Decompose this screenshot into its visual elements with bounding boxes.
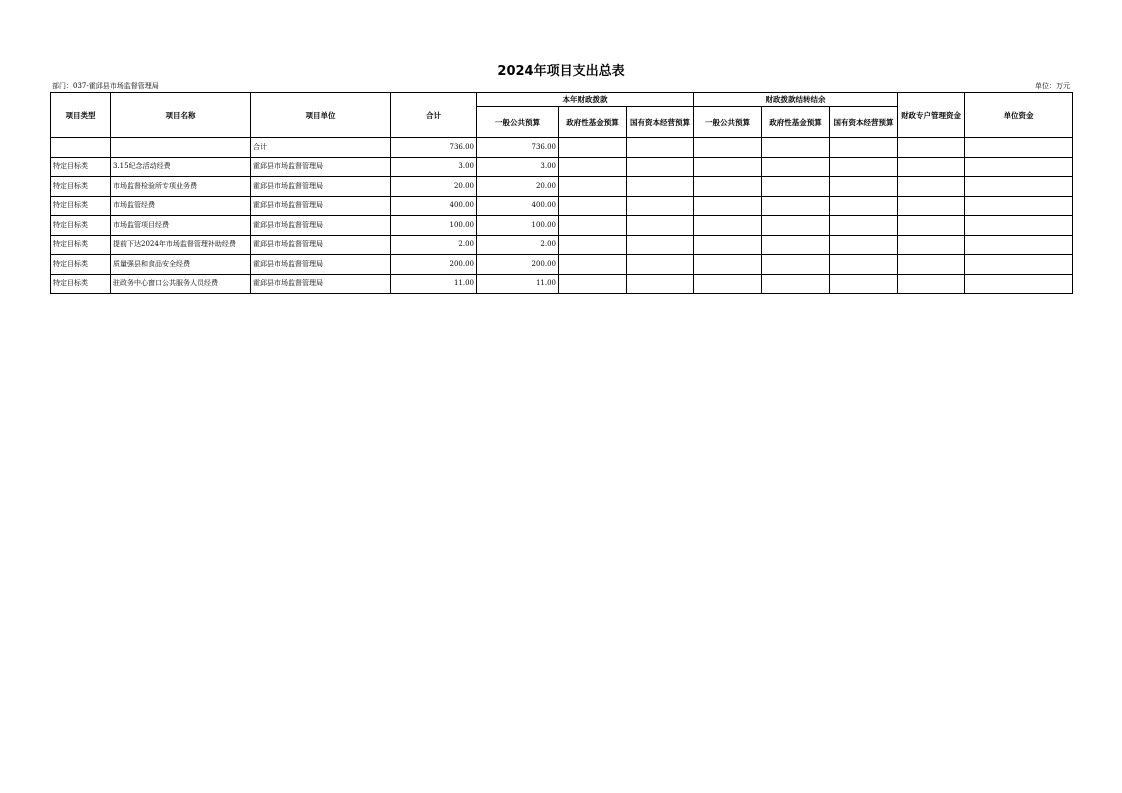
cell-name: 市场监管项目经费 <box>111 216 251 236</box>
cell-unit: 霍邱县市场监督管理局 <box>251 255 391 275</box>
header-current-group: 本年财政拨款 <box>477 93 694 107</box>
cell-empty <box>559 138 627 158</box>
cell-unit: 霍邱县市场监督管理局 <box>251 196 391 216</box>
cell-unit: 合计 <box>251 138 391 158</box>
cell-empty <box>694 255 762 275</box>
header-special: 财政专户管理资金 <box>898 93 965 138</box>
header-type: 项目类型 <box>51 93 111 138</box>
cell-empty <box>762 138 830 158</box>
cell-empty <box>965 216 1073 236</box>
page-title: 2024年项目支出总表 <box>497 64 625 79</box>
header-sub-carry-capital: 国有资本经营预算 <box>830 107 898 138</box>
cell-type: 特定目标类 <box>51 177 111 197</box>
cell-empty <box>627 216 694 236</box>
cell-name: 市场监督检验所专项业务费 <box>111 177 251 197</box>
cell-empty <box>627 157 694 177</box>
budget-table <box>50 92 1073 294</box>
cell-general: 20.00 <box>477 177 559 197</box>
table-row <box>51 177 1073 197</box>
cell-general: 100.00 <box>477 216 559 236</box>
header-carry-group: 财政拨款结转结余 <box>694 93 898 107</box>
cell-total: 200.00 <box>391 255 477 275</box>
header-sub-capital: 国有资本经营预算 <box>627 107 694 138</box>
cell-empty <box>762 177 830 197</box>
cell-empty <box>965 196 1073 216</box>
table-row <box>51 274 1073 294</box>
cell-name <box>111 138 251 158</box>
table-row <box>51 235 1073 255</box>
cell-empty <box>830 157 898 177</box>
cell-empty <box>830 216 898 236</box>
cell-empty <box>898 255 965 275</box>
cell-empty <box>694 216 762 236</box>
cell-empty <box>627 274 694 294</box>
cell-unit: 霍邱县市场监督管理局 <box>251 157 391 177</box>
cell-empty <box>559 216 627 236</box>
cell-type: 特定目标类 <box>51 235 111 255</box>
cell-total: 100.00 <box>391 216 477 236</box>
cell-empty <box>559 235 627 255</box>
cell-empty <box>694 177 762 197</box>
cell-empty <box>627 196 694 216</box>
cell-total: 11.00 <box>391 274 477 294</box>
cell-name: 市场监管经费 <box>111 196 251 216</box>
header-sub-fund: 政府性基金预算 <box>559 107 627 138</box>
header-own-funds: 单位资金 <box>965 93 1073 138</box>
cell-empty <box>965 138 1073 158</box>
cell-type: 特定目标类 <box>51 255 111 275</box>
cell-empty <box>762 255 830 275</box>
cell-empty <box>627 255 694 275</box>
cell-empty <box>965 274 1073 294</box>
cell-empty <box>762 235 830 255</box>
cell-empty <box>627 177 694 197</box>
cell-general: 11.00 <box>477 274 559 294</box>
cell-empty <box>694 157 762 177</box>
cell-general: 736.00 <box>477 138 559 158</box>
table-row <box>51 216 1073 236</box>
cell-unit: 霍邱县市场监督管理局 <box>251 177 391 197</box>
cell-name: 3.15纪念活动经费 <box>111 157 251 177</box>
cell-name: 驻政务中心窗口公共服务人员经费 <box>111 274 251 294</box>
cell-empty <box>694 138 762 158</box>
cell-empty <box>762 274 830 294</box>
cell-empty <box>898 177 965 197</box>
cell-general: 200.00 <box>477 255 559 275</box>
header-unit: 项目单位 <box>251 93 391 138</box>
cell-empty <box>830 196 898 216</box>
cell-unit: 霍邱县市场监督管理局 <box>251 274 391 294</box>
cell-total: 20.00 <box>391 177 477 197</box>
cell-total: 736.00 <box>391 138 477 158</box>
cell-empty <box>559 196 627 216</box>
cell-empty <box>830 274 898 294</box>
cell-empty <box>898 274 965 294</box>
cell-empty <box>830 138 898 158</box>
department-label: 部门：037-霍邱县市场监督管理局 <box>52 82 159 90</box>
table-row <box>51 157 1073 177</box>
cell-empty <box>965 177 1073 197</box>
cell-unit: 霍邱县市场监督管理局 <box>251 235 391 255</box>
cell-type: 特定目标类 <box>51 216 111 236</box>
cell-empty <box>762 157 830 177</box>
table-body <box>51 138 1073 294</box>
cell-empty <box>559 255 627 275</box>
cell-empty <box>898 138 965 158</box>
cell-general: 400.00 <box>477 196 559 216</box>
cell-general: 2.00 <box>477 235 559 255</box>
cell-empty <box>830 255 898 275</box>
cell-unit: 霍邱县市场监督管理局 <box>251 216 391 236</box>
cell-name: 提前下达2024年市场监督管理补助经费 <box>111 235 251 255</box>
cell-total: 400.00 <box>391 196 477 216</box>
cell-empty <box>898 157 965 177</box>
cell-empty <box>965 235 1073 255</box>
cell-empty <box>559 274 627 294</box>
cell-total: 2.00 <box>391 235 477 255</box>
cell-total: 3.00 <box>391 157 477 177</box>
cell-empty <box>627 138 694 158</box>
cell-empty <box>830 177 898 197</box>
cell-empty <box>898 216 965 236</box>
cell-type: 特定目标类 <box>51 196 111 216</box>
cell-empty <box>694 235 762 255</box>
cell-empty <box>965 157 1073 177</box>
cell-empty <box>694 196 762 216</box>
cell-type <box>51 138 111 158</box>
cell-empty <box>694 274 762 294</box>
cell-name: 质量强县和食品安全经费 <box>111 255 251 275</box>
cell-empty <box>559 157 627 177</box>
header-name: 项目名称 <box>111 93 251 138</box>
cell-empty <box>627 235 694 255</box>
cell-empty <box>762 216 830 236</box>
cell-type: 特定目标类 <box>51 274 111 294</box>
cell-empty <box>830 235 898 255</box>
header-sub-carry-fund: 政府性基金预算 <box>762 107 830 138</box>
header-sub-general: 一般公共预算 <box>477 107 559 138</box>
unit-label: 单位：万元 <box>1035 82 1070 90</box>
cell-empty <box>762 196 830 216</box>
header-total: 合计 <box>391 93 477 138</box>
header-sub-carry-general: 一般公共预算 <box>694 107 762 138</box>
table-row <box>51 255 1073 275</box>
cell-empty <box>965 255 1073 275</box>
cell-type: 特定目标类 <box>51 157 111 177</box>
cell-empty <box>898 235 965 255</box>
table-row <box>51 196 1073 216</box>
cell-general: 3.00 <box>477 157 559 177</box>
cell-empty <box>559 177 627 197</box>
cell-empty <box>898 196 965 216</box>
table-row <box>51 138 1073 158</box>
